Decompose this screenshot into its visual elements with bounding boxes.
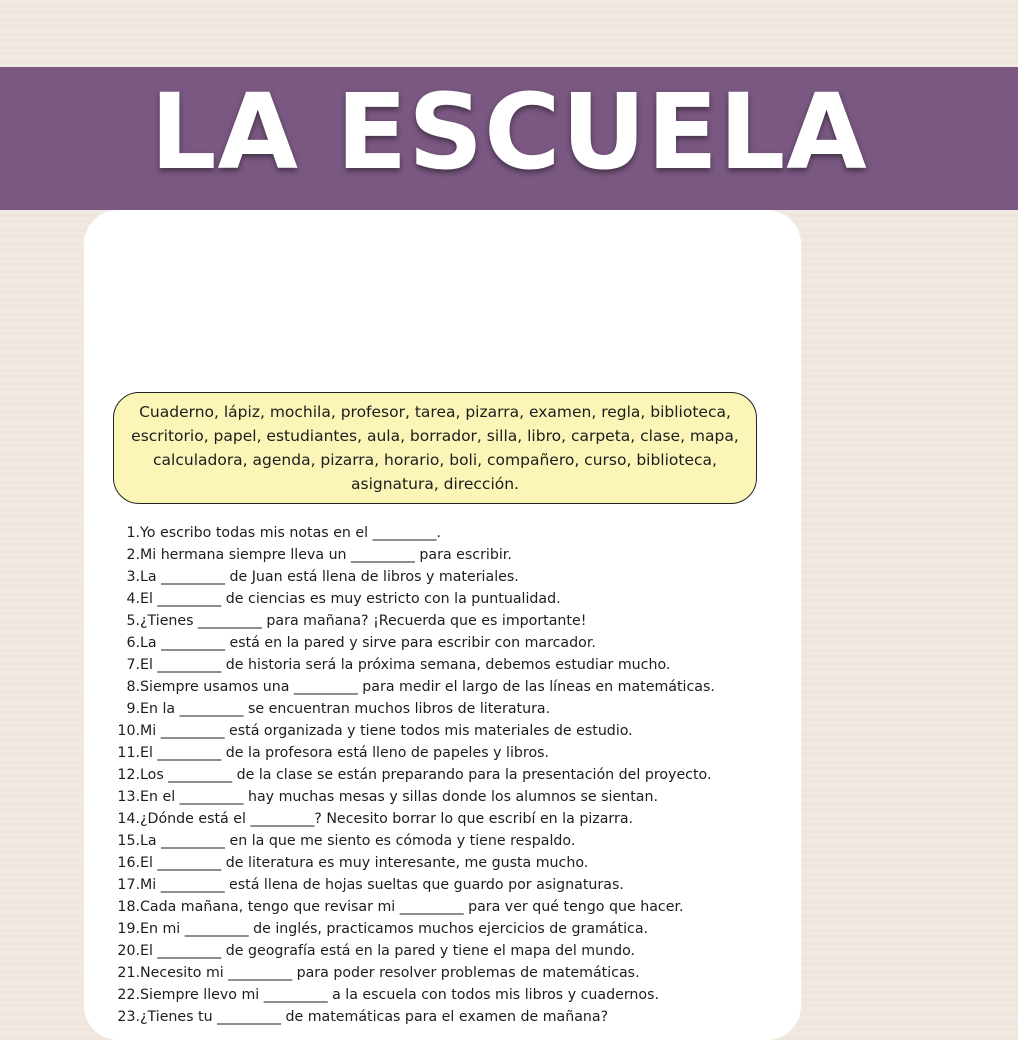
item-text: Cada mañana, tengo que revisar mi _________ para ver qué tengo que hacer. xyxy=(140,899,684,915)
list-item xyxy=(110,984,800,1006)
item-number: 10. xyxy=(117,723,140,739)
item-number: 2. xyxy=(126,547,140,563)
item-text: Los _________ de la clase se están preparando para la presentación del proyecto. xyxy=(140,767,712,783)
list-item xyxy=(110,720,800,742)
item-number: 5. xyxy=(126,613,140,629)
item-text: El _________ de historia será la próxima semana, debemos estudiar mucho. xyxy=(140,657,671,673)
item-number: 13. xyxy=(117,789,140,805)
list-item xyxy=(110,830,800,852)
list-item xyxy=(110,808,800,830)
item-text: La _________ de Juan está llena de libros y materiales. xyxy=(140,569,519,585)
item-number: 4. xyxy=(126,591,140,607)
item-number: 8. xyxy=(126,679,140,695)
item-number: 3. xyxy=(126,569,140,585)
item-number: 17. xyxy=(117,877,140,893)
item-text: En el _________ hay muchas mesas y sillas donde los alumnos se sientan. xyxy=(140,789,658,805)
list-item xyxy=(110,764,800,786)
item-number: 16. xyxy=(117,855,140,871)
item-number: 23. xyxy=(117,1009,140,1025)
list-item xyxy=(110,896,800,918)
list-item xyxy=(110,786,800,808)
item-text: El _________ de la profesora está lleno de papeles y libros. xyxy=(140,745,550,761)
list-item xyxy=(110,522,800,544)
list-item xyxy=(110,654,800,676)
list-item xyxy=(110,1006,800,1028)
list-item xyxy=(110,566,800,588)
item-text: ¿Tienes _________ para mañana? ¡Recuerda que es importante! xyxy=(140,613,587,629)
item-text: En mi _________ de inglés, practicamos muchos ejercicios de gramática. xyxy=(140,921,649,937)
item-number: 22. xyxy=(117,987,140,1003)
list-item xyxy=(110,632,800,654)
item-number: 15. xyxy=(117,833,140,849)
list-item xyxy=(110,962,800,984)
item-number: 19. xyxy=(117,921,140,937)
list-item xyxy=(110,610,800,632)
item-text: Mi _________ está llena de hojas sueltas que guardo por asignaturas. xyxy=(140,877,624,893)
list-item xyxy=(110,918,800,940)
item-text: Siempre usamos una _________ para medir el largo de las líneas en matemáticas. xyxy=(140,679,715,695)
sentence-list xyxy=(110,522,800,1028)
item-number: 7. xyxy=(126,657,140,673)
item-text: El _________ de geografía está en la pared y tiene el mapa del mundo. xyxy=(140,943,636,959)
item-text: ¿Dónde está el _________? Necesito borrar lo que escribí en la pizarra. xyxy=(140,811,634,827)
item-text: ¿Tienes tu _________ de matemáticas para el examen de mañana? xyxy=(140,1009,609,1025)
list-item xyxy=(110,544,800,566)
item-text: La _________ en la que me siento es cómoda y tiene respaldo. xyxy=(140,833,576,849)
list-item xyxy=(110,588,800,610)
item-number: 12. xyxy=(117,767,140,783)
item-number: 11. xyxy=(117,745,140,761)
list-item xyxy=(110,698,800,720)
list-item xyxy=(110,852,800,874)
list-item xyxy=(110,742,800,764)
item-number: 20. xyxy=(117,943,140,959)
item-number: 14. xyxy=(117,811,140,827)
item-text: El _________ de literatura es muy interesante, me gusta mucho. xyxy=(140,855,589,871)
item-number: 1. xyxy=(126,525,140,541)
item-text: Necesito mi _________ para poder resolver problemas de matemáticas. xyxy=(140,965,640,981)
list-item xyxy=(110,940,800,962)
item-number: 21. xyxy=(117,965,140,981)
item-number: 9. xyxy=(126,701,140,717)
word-bank: Cuaderno, lápiz, mochila, profesor, tarea, pizarra, examen, regla, biblioteca, escritorio, papel, estudiantes, aula, borrador, silla, libro, carpeta, clase, mapa, calculadora, agenda, pizarra, horario, boli, compañero, curso, biblioteca, asignatura, dirección. xyxy=(113,392,757,504)
item-text: Mi hermana siempre lleva un _________ para escribir. xyxy=(140,547,512,563)
item-text: El _________ de ciencias es muy estricto con la puntualidad. xyxy=(140,591,561,607)
page-title: LA ESCUELA xyxy=(150,71,868,193)
list-item xyxy=(110,874,800,896)
item-text: La _________ está en la pared y sirve para escribir con marcador. xyxy=(140,635,596,651)
item-text: Mi _________ está organizada y tiene todos mis materiales de estudio. xyxy=(140,723,633,739)
item-text: Siempre llevo mi _________ a la escuela con todos mis libros y cuadernos. xyxy=(140,987,659,1003)
list-item xyxy=(110,676,800,698)
item-number: 18. xyxy=(117,899,140,915)
item-text: En la _________ se encuentran muchos libros de literatura. xyxy=(140,701,551,717)
item-text: Yo escribo todas mis notas en el _________. xyxy=(140,525,441,541)
item-number: 6. xyxy=(126,635,140,651)
